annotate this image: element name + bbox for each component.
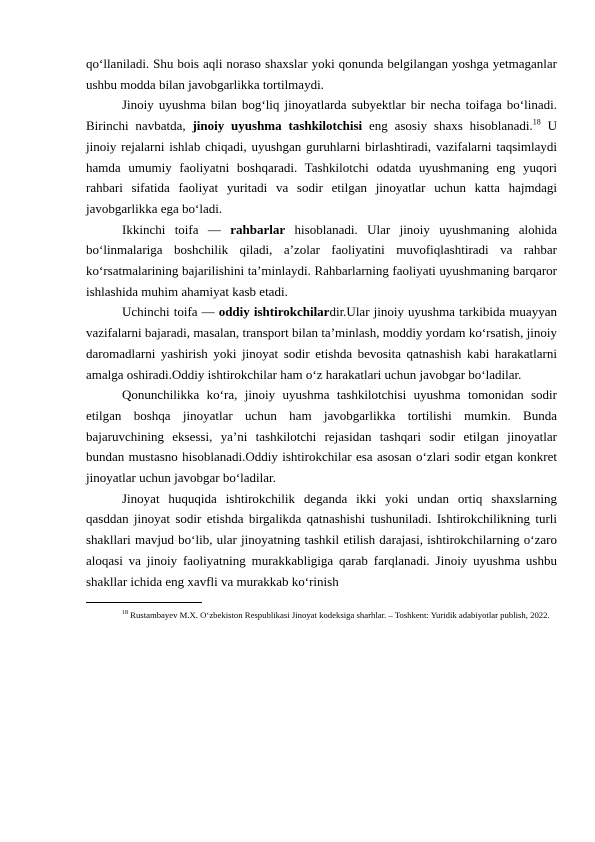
footnote-text: Rustambayev M.X. O‘zbekiston Respublikasi Jinoyat kodeksiga sharhlar. – Toshkent: Yuridik adabiyotlar publish, 2022. [128, 610, 550, 621]
paragraph [86, 489, 557, 593]
footnote-marker: 18 [122, 610, 128, 617]
text-run: eng asosiy shaxs hisoblanadi. [362, 118, 533, 134]
text-run: Jinoyat huquqida ishtirokchilik deganda ikki yoki undan ortiq shaxslarning qasddan jinoyat sodir etishda birgalikda qatnashishi tushuniladi. Ishtirokchilikning turli shakllari mavjud bo‘lib, ular jinoyatning tashkil etilish darajasi, ishtirokchilarning o‘zaro aloqasi va jinoiy faoliyatning murakkabligiga qarab farqlanadi. Jinoiy uyushma ushbu shakllar ichida eng xavfli va murakkab ko‘rinish [86, 490, 557, 589]
text-run: Qonunchilikka ko‘ra, jinoiy uyushma tashkilotchisi uyushma tomonidan sodir etilgan boshqa jinoyatlar uchun ham javobgarlikka tortilishi mumkin. Bunda bajaruvchining eksessi, ya’ni tashkilotchi rejasidan tashqari sodir etilgan jinoyatlar bundan mustasno hisoblanadi.Oddiy ishtirokchilar esa asosan o‘zlari sodir etgan konkret jinoyatlar uchun javobgar bo‘ladilar. [86, 387, 557, 486]
text-run: Uchinchi toifa — [122, 304, 219, 320]
bold-term: rahbarlar [230, 221, 286, 237]
paragraph [86, 385, 557, 489]
footnote-separator [86, 602, 202, 603]
footnote [86, 607, 557, 623]
bold-term: oddiy ishtirokchilar [218, 304, 330, 320]
text-run: hisoblanadi. Ular jinoiy uyushmaning alohida bo‘linmalariga boshchilik qiladi, a’zolar faoliyatini muvofiqlashtiradi va rahbar ko‘rsatmalarining bajarilishini ta’minlaydi. Rahbarlarning faoliyati uyushmaning barqaror ishlashida muhim ahamiyat kasb etadi. [86, 221, 557, 299]
bold-term: jinoiy uyushma tashkilotchisi [192, 118, 363, 134]
paragraph [86, 302, 557, 385]
footnote-reference: 18 [532, 117, 541, 127]
paragraph [86, 220, 557, 303]
text-run: U jinoiy rejalarni ishlab chiqadi, uyushgan guruhlarni birlashtiradi, vazifalarni taqsimlaydi hamda umumiy faoliyatni boshqaradi. Tashkilotchi odatda uyushmaning eng yuqori rahbari sifatida faoliyat yuritadi va sodir etilgan jinoyatlar uchun katta hajmdagi javobgarlikka ega bo‘ladi. [86, 118, 558, 216]
body-text [86, 54, 557, 592]
text-run: dir.Ular jinoiy uyushma tarkibida muayyan vazifalarni bajaradi, masalan, transport bilan ta’minlash, moddiy yordam ko‘rsatish, jinoiy daromadlarni yashirish yoki jinoyat sodir etishda bevosita qatnashish kabi harakatlarni amalga oshiradi.Oddiy ishtirokchilar ham o‘z harakatlari uchun javobgar bo‘ladilar. [86, 304, 557, 382]
text-run: Ikkinchi toifa — [122, 221, 231, 237]
paragraph [86, 95, 557, 219]
text-run: Jinoiy uyushma bilan bog‘liq jinoyatlarda subyektlar bir necha toifaga bo‘linadi. Birinchi navbatda, [86, 97, 557, 134]
text-run: qo‘llaniladi. Shu bois aqli noraso shaxslar yoki qonunda belgilangan yoshga yetmaganlar ushbu modda bilan javobgarlikka tortilmaydi. [86, 56, 557, 92]
paragraph [86, 54, 557, 95]
